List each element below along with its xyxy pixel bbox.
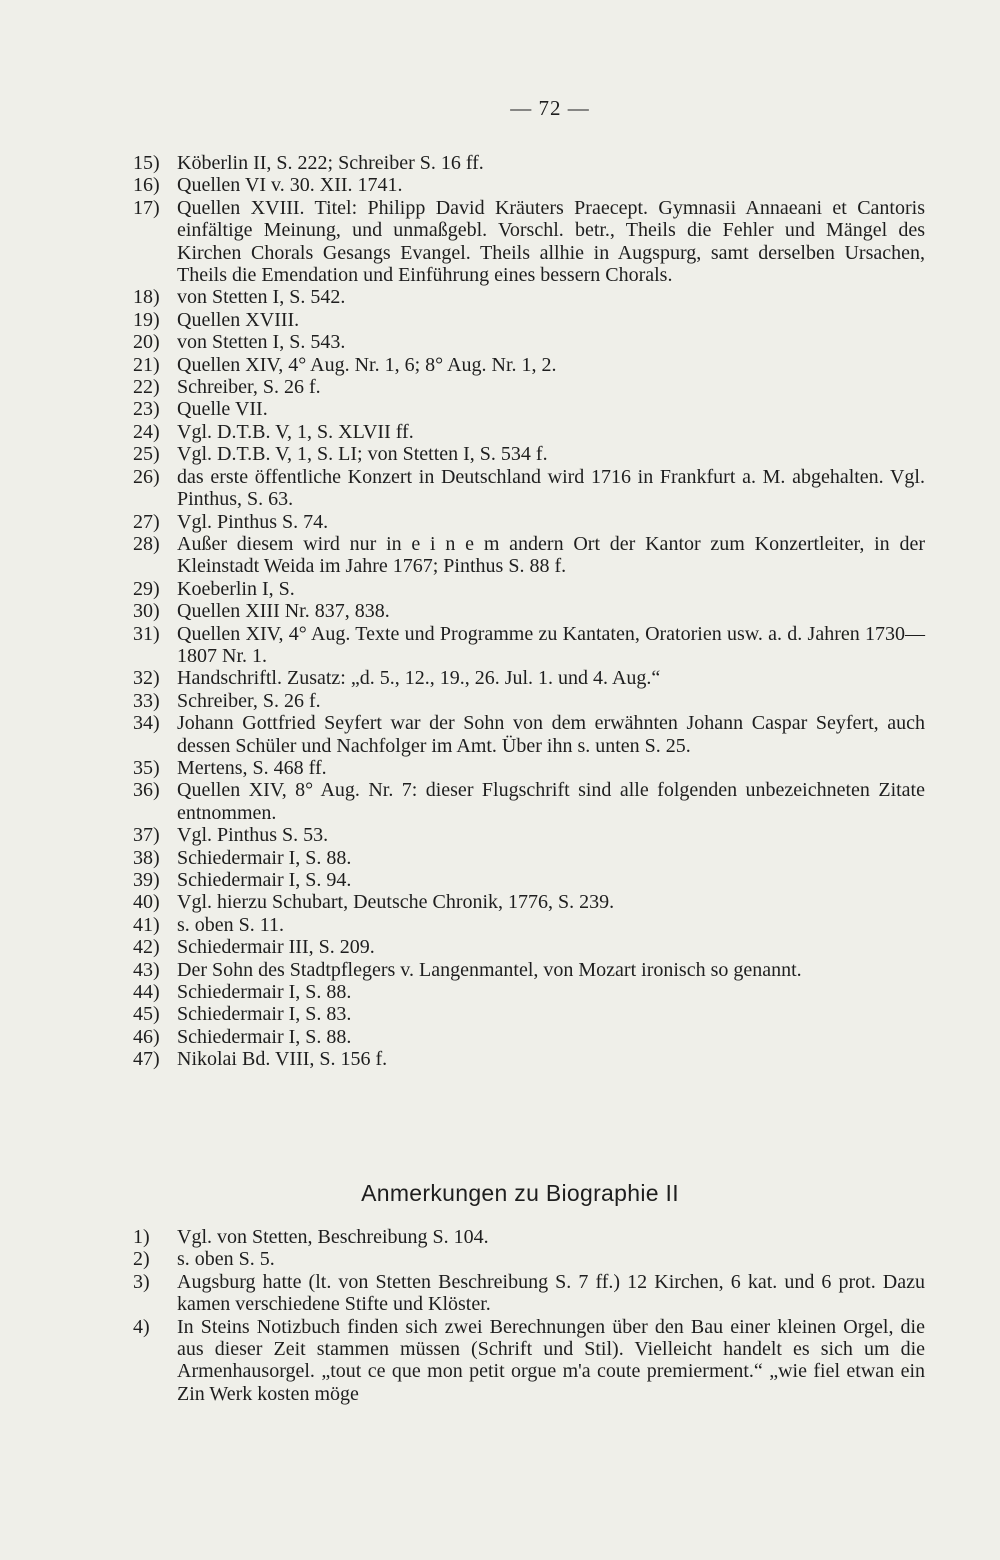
footnotes-list [133, 152, 925, 1071]
footnote [133, 600, 925, 622]
footnote [133, 959, 925, 981]
footnote-number: 41) [133, 913, 160, 936]
footnote-text: Mertens, S. 468 ff. [177, 756, 327, 779]
footnote-number: 35) [133, 756, 160, 779]
footnote [133, 690, 925, 712]
footnote-number: 19) [133, 308, 160, 331]
footnote [133, 667, 925, 689]
footnote [133, 197, 925, 287]
footnote-text: Schiedermair I, S. 88. [177, 981, 352, 1004]
footnote-number: 20) [133, 331, 160, 354]
footnote [133, 443, 925, 465]
footnote-text: Vgl. Pinthus S. 53. [177, 824, 329, 847]
footnote-text: In Steins Notizbuch finden sich zwei Berechnungen über den Bau einer kleinen Orgel, die aus dieser Zeit stammen müssen (Schrift und Stil). Vielleicht handelt es sich um die Armenhausorgel. „tout ce que mon petit orgue m'a coute premierment.“ „wie fiel etwan ein Zin Werk kosten möge [177, 1315, 925, 1405]
footnote [133, 891, 925, 913]
footnote-number: 25) [133, 443, 160, 466]
footnote [133, 981, 925, 1003]
footnote-number: 30) [133, 600, 160, 623]
footnote-number: 17) [133, 196, 160, 219]
footnote [133, 1248, 925, 1270]
footnote-text: s. oben S. 5. [177, 1248, 275, 1271]
footnote-number: 43) [133, 958, 160, 981]
footnote-text: Köberlin II, S. 222; Schreiber S. 16 ff. [177, 152, 484, 174]
footnote [133, 1048, 925, 1070]
footnote-number: 4) [133, 1315, 150, 1338]
footnote-text: Quellen XIV, 4° Aug. Texte und Programme zu Kantaten, Oratorien usw. a. d. Jahren 1730—1807 Nr. 1. [177, 622, 925, 667]
footnote-text: Quellen XIV, 4° Aug. Nr. 1, 6; 8° Aug. Nr. 1, 2. [177, 353, 557, 376]
footnote-text: Handschriftl. Zusatz: „d. 5., 12., 19., 26. Jul. 1. und 4. Aug.“ [177, 667, 661, 690]
footnote-text: das erste öffentliche Konzert in Deutschland wird 1716 in Frankfurt a. M. abgehalten. Vgl. Pinthus, S. 63. [177, 465, 925, 511]
footnote-text: Außer diesem wird nur in e i n e m andern Ort der Kantor zum Konzertleiter, in der Kleinstadt Weida im Jahre 1767; Pinthus S. 88 f. [177, 532, 925, 578]
footnote-text: Koeberlin I, S. [177, 577, 295, 600]
footnote-text: Vgl. hierzu Schubart, Deutsche Chronik, 1776, S. 239. [177, 891, 615, 914]
footnote [133, 914, 925, 936]
footnote-text: Quellen VI v. 30. XII. 1741. [177, 174, 403, 197]
footnote-text: Vgl. von Stetten, Beschreibung S. 104. [177, 1226, 489, 1248]
footnote-number: 26) [133, 465, 160, 488]
footnote-text: Schiedermair I, S. 88. [177, 846, 352, 869]
footnote-number: 39) [133, 869, 160, 891]
footnote-number: 18) [133, 286, 160, 309]
footnote [133, 1271, 925, 1316]
footnote-text: s. oben S. 11. [177, 913, 285, 936]
footnote-number: 24) [133, 420, 160, 443]
footnote-text: Quellen XVIII. Titel: Philipp David Kräuters Praecept. Gymnasii Annaeani et Cantoris einfältige Meinung, und unmaßgebl. Vorschl. betr., Theils die Fehler und Mängel des Kirchen Chorals Gesangs Evangel. Theils allhie in Augspurg, samt derselben Ursachen, Theils die Emendation und Einführung eines bessern Chorals. [177, 196, 925, 287]
footnote-text: Schiedermair III, S. 209. [177, 936, 375, 959]
footnote-number: 22) [133, 376, 160, 399]
footnote [133, 936, 925, 958]
footnote-text: Augsburg hatte (lt. von Stetten Beschreibung S. 7 ff.) 12 Kirchen, 6 kat. und 6 prot. Dazu kamen verschiedene Stifte und Klöster. [177, 1270, 925, 1316]
footnote [133, 533, 925, 578]
footnotes-list-biographie-2 [133, 1226, 925, 1405]
footnote-number: 21) [133, 353, 160, 376]
footnote-number: 2) [133, 1248, 150, 1271]
footnote-number: 34) [133, 712, 160, 735]
footnote-text: Quellen XVIII. [177, 308, 300, 331]
footnote [133, 779, 925, 824]
footnote [133, 869, 925, 891]
footnote-number: 37) [133, 824, 160, 847]
footnote-text: Schreiber, S. 26 f. [177, 376, 321, 399]
footnote-number: 45) [133, 1003, 160, 1026]
footnote-number: 32) [133, 667, 160, 690]
footnote [133, 824, 925, 846]
footnote [133, 1316, 925, 1406]
footnote-number: 46) [133, 1025, 160, 1048]
footnote-number: 40) [133, 891, 160, 914]
footnote-number: 29) [133, 577, 160, 600]
footnote-number: 36) [133, 779, 160, 802]
footnote-text: Vgl. D.T.B. V, 1, S. XLVII ff. [177, 420, 414, 443]
footnote-text: Nikolai Bd. VIII, S. 156 f. [177, 1048, 388, 1071]
footnote-text: Schiedermair I, S. 94. [177, 869, 352, 891]
footnote [133, 466, 925, 511]
section-heading: Anmerkungen zu Biographie II [361, 1180, 679, 1206]
footnote [133, 309, 925, 331]
footnote-number: 23) [133, 398, 160, 421]
footnote [133, 286, 925, 308]
footnote-text: Quelle VII. [177, 398, 268, 421]
footnote-text: von Stetten I, S. 543. [177, 331, 346, 354]
footnote-text: Quellen XIV, 8° Aug. Nr. 7: dieser Flugschrift sind alle folgenden unbezeichneten Zitate entnommen. [177, 779, 925, 824]
footnote-number: 27) [133, 510, 160, 533]
footnote-number: 33) [133, 689, 160, 712]
footnote-number: 15) [133, 152, 160, 174]
footnote-number: 42) [133, 936, 160, 959]
footnote-text: Quellen XIII Nr. 837, 838. [177, 600, 390, 623]
footnote-text: Schiedermair I, S. 83. [177, 1003, 352, 1026]
footnote-text: Vgl. D.T.B. V, 1, S. LI; von Stetten I, S. 534 f. [177, 443, 548, 466]
footnote [133, 757, 925, 779]
footnote-number: 44) [133, 981, 160, 1004]
footnote-text: von Stetten I, S. 542. [177, 286, 346, 309]
footnote [133, 152, 925, 174]
page-number: — 72 — [510, 96, 590, 120]
footnote [133, 398, 925, 420]
footnote [133, 421, 925, 443]
footnote-number: 1) [133, 1226, 150, 1248]
footnote [133, 331, 925, 353]
footnote-number: 28) [133, 532, 160, 555]
footnote [133, 174, 925, 196]
footnote [133, 354, 925, 376]
footnote-text: Johann Gottfried Seyfert war der Sohn von dem erwähnten Johann Caspar Seyfert, auch dessen Schüler und Nachfolger im Amt. Über ihn s. unten S. 25. [177, 712, 925, 757]
footnote [133, 712, 925, 757]
footnote [133, 1003, 925, 1025]
footnote-text: Der Sohn des Stadtpflegers v. Langenmantel, von Mozart ironisch so genannt. [177, 958, 802, 981]
footnote [133, 578, 925, 600]
footnote-number: 16) [133, 174, 160, 197]
footnote [133, 623, 925, 668]
footnote-text: Schiedermair I, S. 88. [177, 1025, 352, 1048]
footnote [133, 1226, 925, 1248]
footnote-number: 38) [133, 846, 160, 869]
footnote-number: 47) [133, 1048, 160, 1071]
footnote [133, 376, 925, 398]
footnote-text: Schreiber, S. 26 f. [177, 689, 321, 712]
footnote-number: 3) [133, 1270, 150, 1293]
footnote [133, 511, 925, 533]
footnote [133, 847, 925, 869]
footnote-text: Vgl. Pinthus S. 74. [177, 510, 329, 533]
footnote [133, 1026, 925, 1048]
footnote-number: 31) [133, 622, 160, 645]
